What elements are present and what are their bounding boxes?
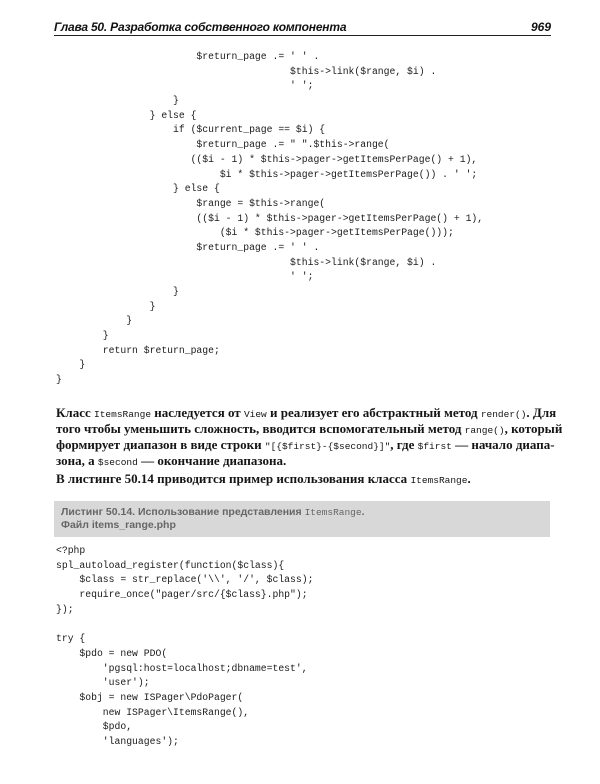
code-line [56, 617, 313, 632]
code-line: ($i * $this->pager->getItemsPerPage())); [56, 227, 454, 239]
text-run: наследуется от [151, 405, 244, 420]
code-line: $this->link($range, $i) . [56, 256, 437, 268]
code-line: } [56, 286, 179, 297]
code-line: } [56, 330, 109, 342]
text-line [56, 437, 555, 453]
code-line: $return_page .= ' ' . [56, 51, 320, 62]
text-run: зона, а [56, 453, 98, 468]
code-line: $pdo, [56, 721, 133, 733]
text-run: — окончание диапазона. [137, 453, 287, 468]
text-run: . [467, 471, 471, 486]
text-run: и реализует его абстрактный метод [266, 405, 481, 420]
inline-code: render() [480, 409, 527, 420]
inline-code: View [243, 409, 267, 420]
code-line: $range = $this->range( [56, 197, 326, 209]
inline-code: ItemsRange [304, 507, 362, 518]
inline-code: $first [417, 441, 452, 452]
code-block-listing [56, 544, 313, 750]
text-run: того чтобы уменьшить сложность, вводится вспомогательный метод [56, 421, 465, 436]
page-number: 969 [530, 20, 551, 34]
code-line: } else { [56, 109, 197, 121]
code-line: } [56, 359, 86, 371]
code-line: (($i - 1) * $this->pager->getItemsPerPage() + 1), [56, 212, 484, 224]
text-line [56, 421, 563, 437]
text-line [61, 519, 176, 532]
code-line: $i * $this->pager->getItemsPerPage()) . ' '; [56, 168, 478, 180]
code-line: <?php [56, 545, 86, 556]
text-run: Файл items_range.php [61, 519, 176, 531]
code-line: }); [56, 603, 74, 615]
code-line: 'user'); [56, 677, 150, 689]
code-line: spl_autoload_register(function($class){ [56, 559, 285, 571]
code-line: 'pgsql:host=localhost;dbname=test', [56, 662, 308, 674]
code-line: } [56, 95, 179, 107]
code-line: $class = str_replace('\\', '/', $class); [56, 574, 314, 586]
code-line: 'languages'); [56, 735, 179, 747]
code-line: } [56, 300, 156, 312]
text-run: Листинг 50.14. Использование представления [61, 506, 305, 518]
code-line: ' '; [56, 80, 314, 92]
code-line: } [56, 315, 133, 327]
code-line: try { [56, 633, 86, 645]
text-line [56, 471, 548, 487]
listing-caption-box [54, 501, 550, 537]
code-block-top [56, 50, 483, 388]
body-paragraph-2 [56, 471, 548, 487]
code-line: $obj = new ISPager\PdoPager( [56, 691, 244, 703]
text-run: . Для [526, 405, 557, 420]
inline-code: ItemsRange [410, 475, 468, 486]
code-line: $pdo = new PDO( [56, 647, 168, 659]
code-line: ' '; [56, 271, 314, 283]
code-line: (($i - 1) * $this->pager->getItemsPerPage() + 1), [56, 153, 478, 165]
text-line [56, 405, 557, 421]
inline-code: ItemsRange [94, 409, 152, 420]
code-line: if ($current_page == $i) { [56, 124, 326, 136]
text-run: , где [390, 437, 418, 452]
chapter-title: Глава 50. Разработка собственного компонента [54, 20, 347, 34]
text-run: В листинге 50.14 приводится пример использования класса [56, 471, 411, 486]
text-line [61, 506, 365, 519]
text-run: , который [504, 421, 563, 436]
code-line: $return_page .= ' ' . [56, 241, 320, 253]
code-line: } [56, 374, 62, 386]
running-header [54, 20, 551, 36]
text-run: формирует диапазон в виде строки [56, 437, 265, 452]
inline-code: $second [97, 457, 138, 468]
code-line: return $return_page; [56, 344, 220, 356]
code-line: $return_page .= " ".$this->range( [56, 139, 390, 151]
text-run: — начало диапа- [451, 437, 555, 452]
code-line: require_once("pager/src/{$class}.php"); [56, 589, 308, 601]
text-run: Класс [56, 405, 95, 420]
inline-code: "[{$first}-{$second}]" [264, 441, 391, 452]
text-run: . [361, 506, 365, 518]
inline-code: range() [464, 425, 505, 436]
body-paragraph-1 [56, 405, 563, 469]
code-line: $this->link($range, $i) . [56, 65, 437, 77]
code-line: } else { [56, 183, 220, 195]
text-line [56, 453, 548, 469]
code-line: new ISPager\ItemsRange(), [56, 706, 250, 718]
